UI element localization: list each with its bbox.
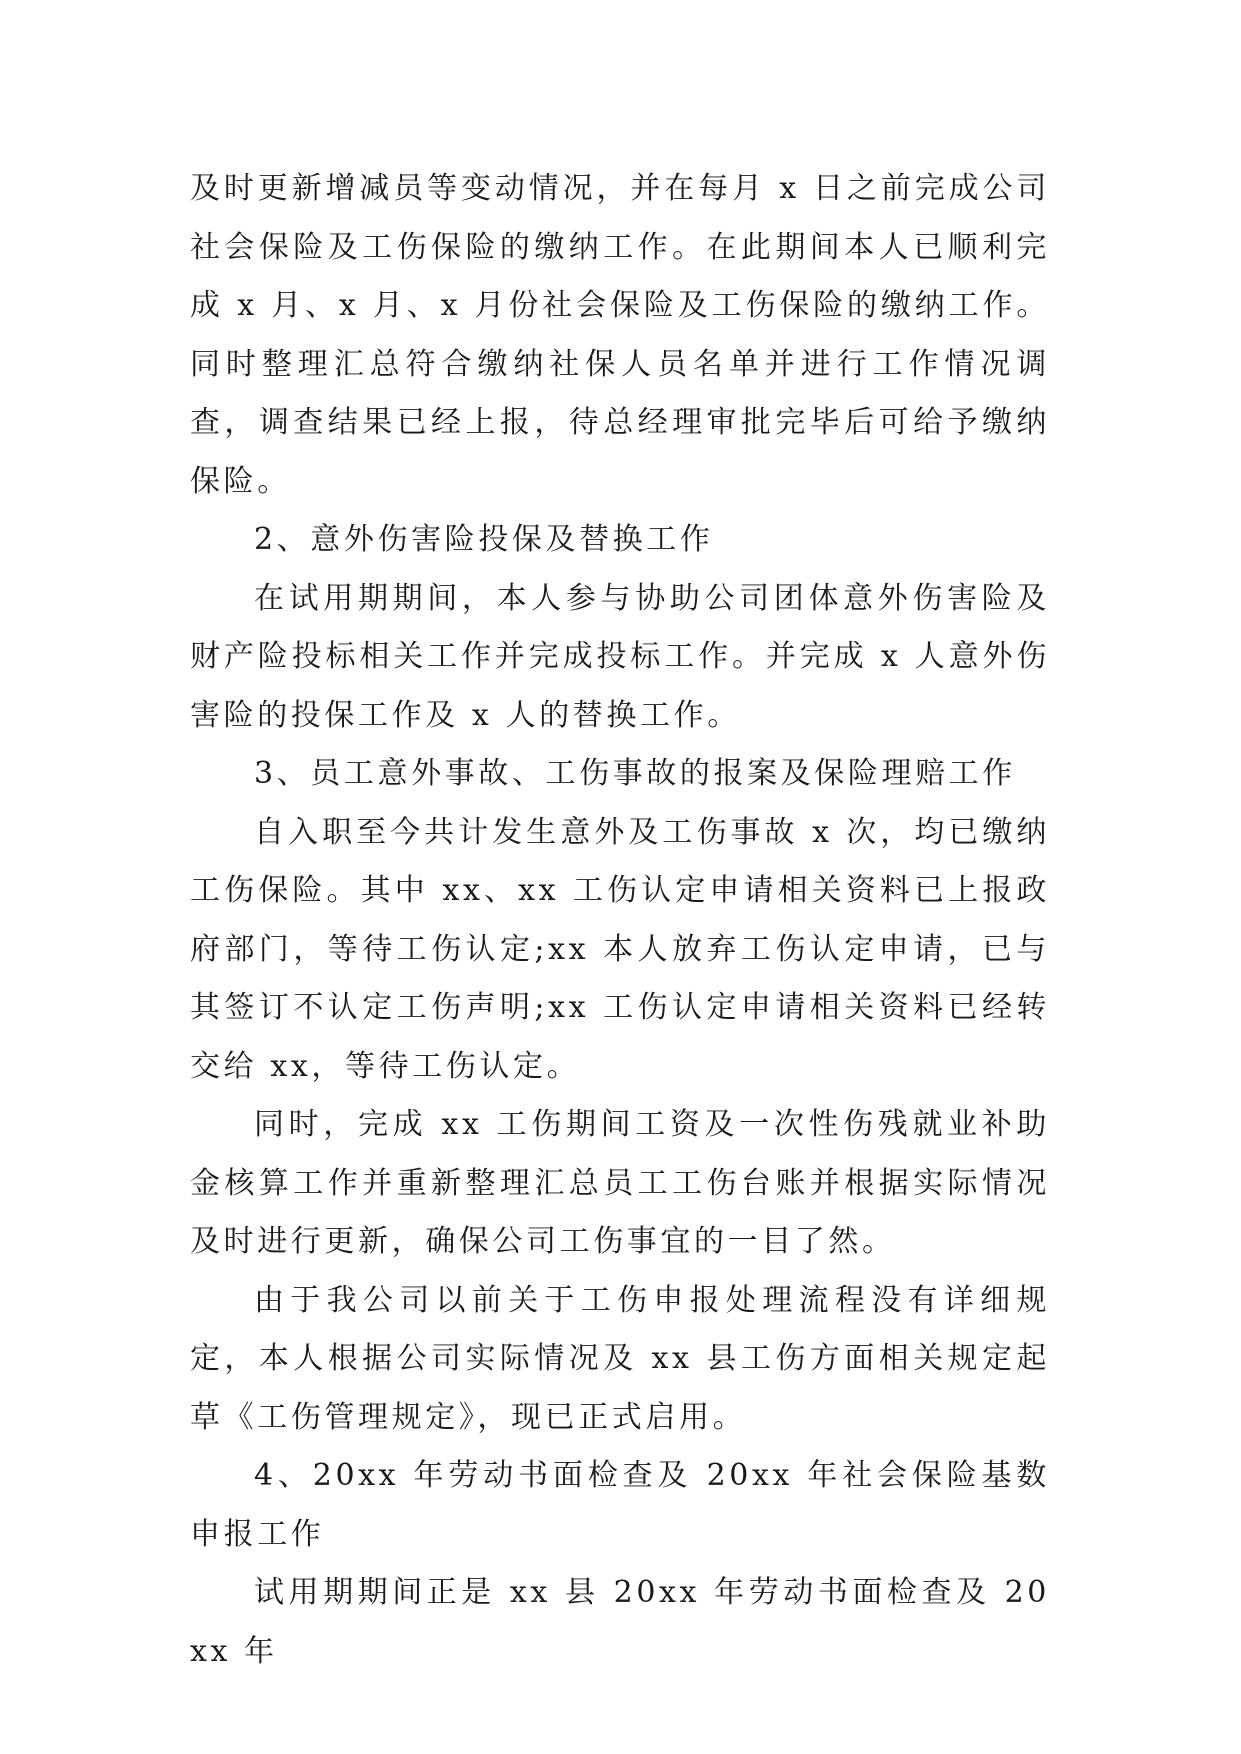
section-heading-claims: 3、员工意外事故、工伤事故的报案及保险理赔工作	[254, 756, 1016, 791]
paragraph-social-insurance-continuation: 及时更新增减员等变动情况，并在每月 x 日之前完成公司社会保险及工伤保险的缴纳工作。在此期间本人已顺利完成 x 月、x 月、x 月份社会保险及工伤保险的缴纳工作。同时整理汇总符合缴纳社保人员名单并进行工作情况调查，调查结果已经上报，待总经理审批完毕后可给予缴纳保险。	[190, 171, 1050, 499]
paragraph-claims: 自入职至今共计发生意外及工伤事故 x 次，均已缴纳工伤保险。其中 xx、xx 工伤认定申请相关资料已上报政府部门，等待工伤认定;xx 本人放弃工伤认定申请，已与其签订不认定工伤声明;xx 工伤认定申请相关资料已经转交给 xx，等待工伤认定。	[190, 814, 1050, 1084]
paragraph-labor-inspection: 试用期期间正是 xx 县 20xx 年劳动书面检查及 20xx 年	[190, 1575, 1050, 1669]
document-body	[190, 160, 1050, 1681]
paragraph-compensation: 同时，完成 xx 工伤期间工资及一次性伤残就业补助金核算工作并重新整理汇总员工工伤台账并根据实际情况及时进行更新，确保公司工伤事宜的一目了然。	[190, 1107, 1050, 1259]
paragraph-regulations: 由于我公司以前关于工伤申报处理流程没有详细规定，本人根据公司实际情况及 xx 县工伤方面相关规定起草《工伤管理规定》，现已正式启用。	[190, 1282, 1050, 1435]
paragraph-accident-insurance: 在试用期期间，本人参与协助公司团体意外伤害险及财产险投标相关工作并完成投标工作。并完成 x 人意外伤害险的投保工作及 x 人的替换工作。	[190, 580, 1050, 733]
section-heading-labor-inspection: 4、20xx 年劳动书面检查及 20xx 年社会保险基数申报工作	[190, 1458, 1050, 1552]
section-heading-accident-insurance: 2、意外伤害险投保及替换工作	[254, 522, 714, 557]
